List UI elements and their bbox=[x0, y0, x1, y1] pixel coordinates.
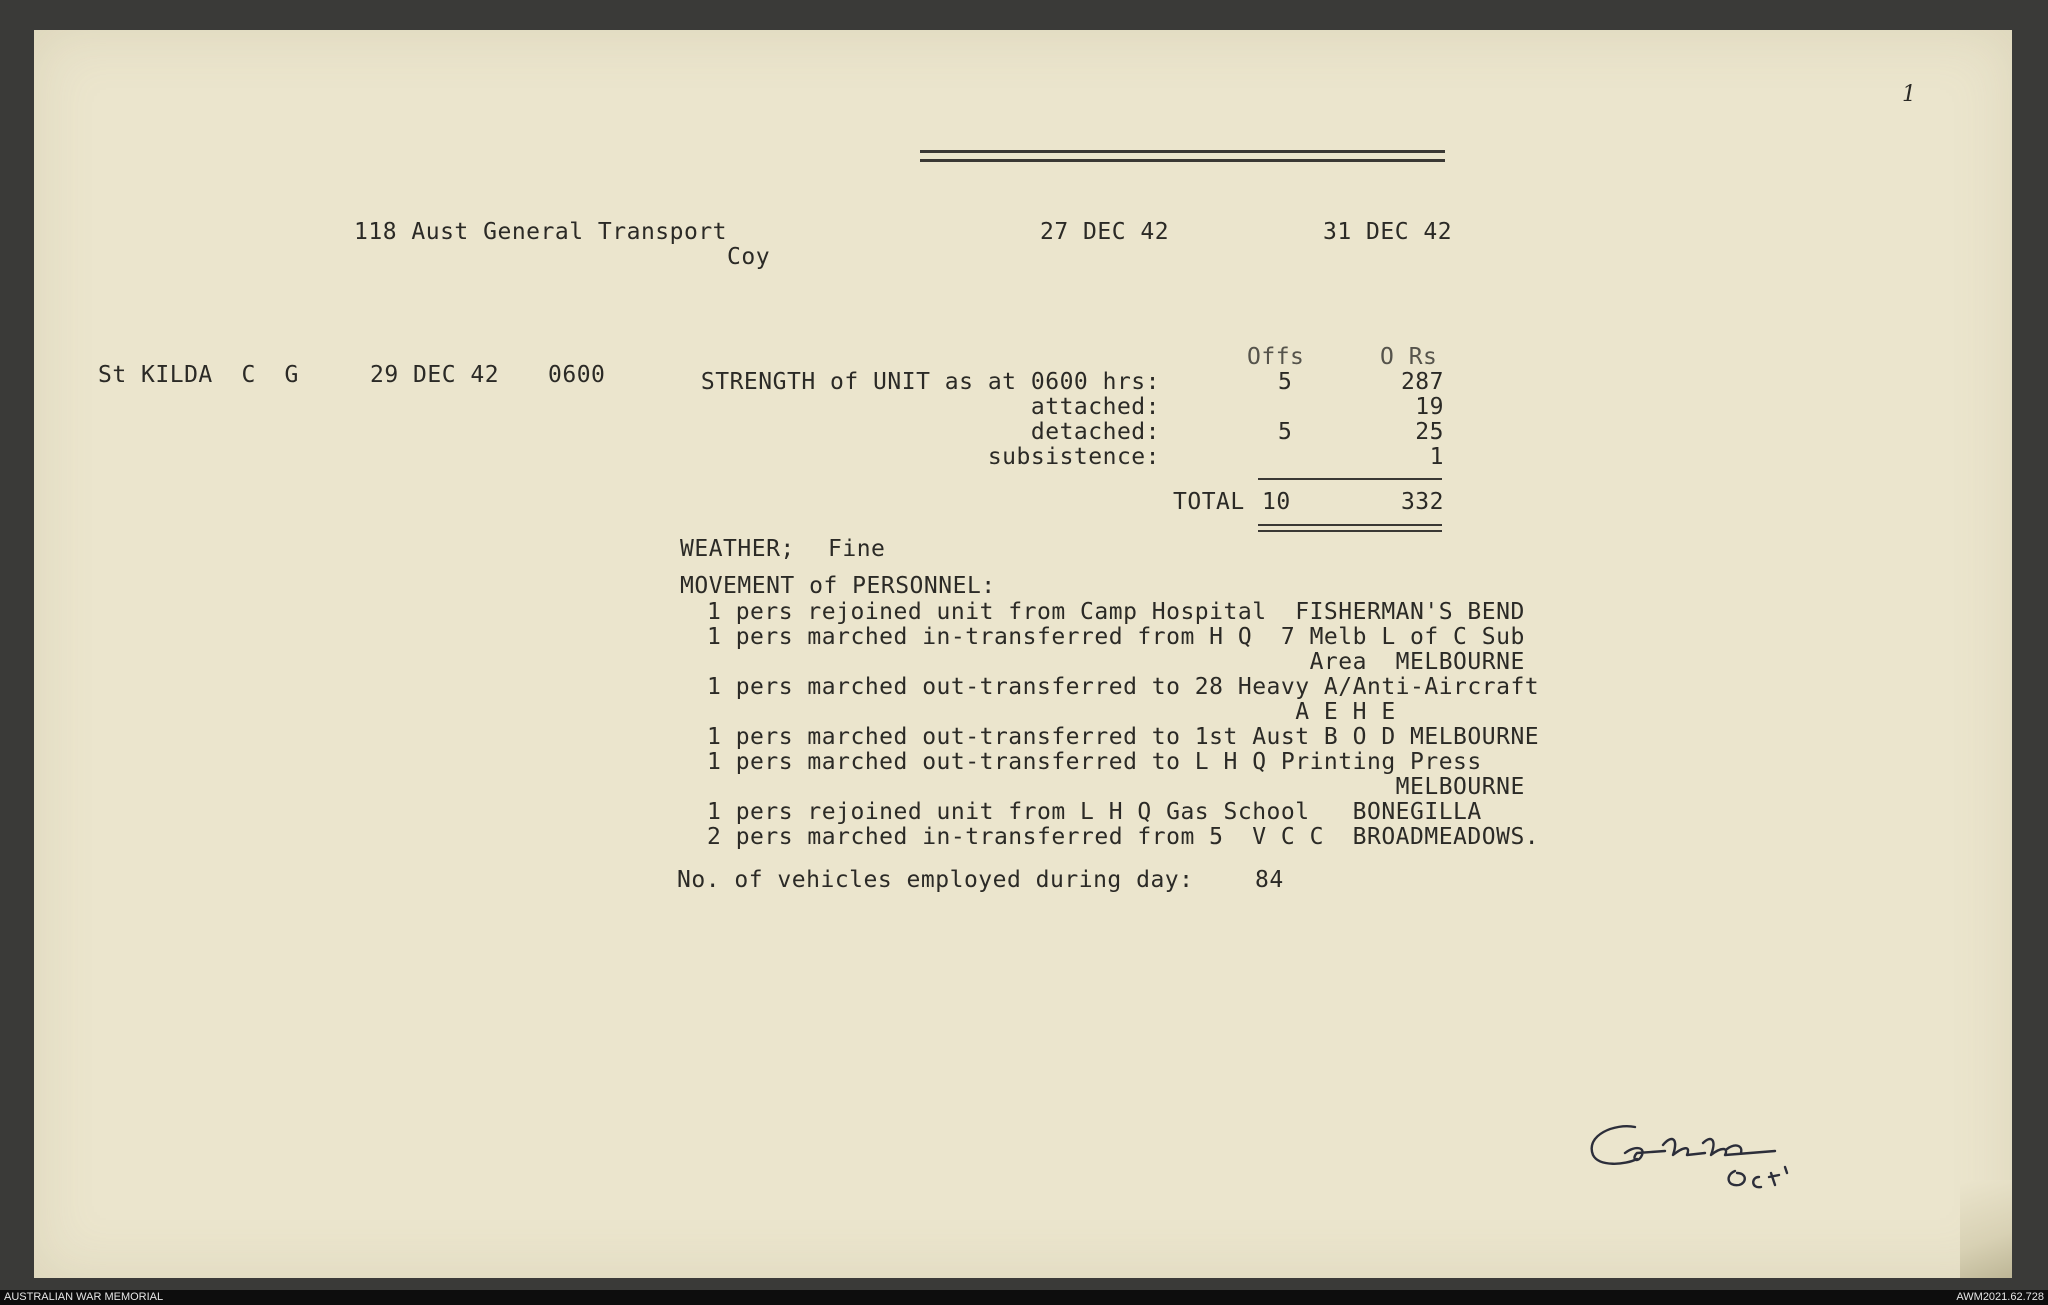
movement-line: 1 pers marched out-transferred to L H Q Printing Press bbox=[707, 749, 1482, 775]
attached-ors: 19 bbox=[1415, 394, 1444, 420]
strength-offs: 5 bbox=[1278, 369, 1293, 395]
movement-line: 1 pers rejoined unit from Camp Hospital FISHERMAN'S BEND bbox=[707, 599, 1525, 625]
col-header-offs: Offs bbox=[1247, 344, 1305, 370]
footer-reference: AWM2021.62.728 bbox=[1956, 1291, 2044, 1303]
movement-line: Area MELBOURNE bbox=[707, 649, 1525, 675]
subsistence-ors: 1 bbox=[1429, 444, 1444, 470]
date-from: 27 DEC 42 bbox=[1040, 219, 1170, 245]
entry-time: 0600 bbox=[548, 362, 606, 388]
weather-label: WEATHER; bbox=[680, 536, 795, 562]
vehicles-value: 84 bbox=[1255, 867, 1284, 893]
unit-name-cont: Coy bbox=[727, 244, 771, 270]
entry-place: St KILDA C G bbox=[98, 362, 299, 388]
page-curl bbox=[1960, 1180, 2012, 1278]
movement-line: 1 pers marched out-transferred to 28 Heavy A/Anti-Aircraft bbox=[707, 674, 1540, 700]
entry-date: 29 DEC 42 bbox=[370, 362, 500, 388]
movement-line: 1 pers rejoined unit from L H Q Gas School BONEGILLA bbox=[707, 799, 1482, 825]
archive-footer bbox=[0, 1290, 2048, 1305]
header-rule-top bbox=[920, 150, 1445, 153]
attached-label: attached: bbox=[1030, 394, 1160, 420]
header-rule-bottom bbox=[920, 159, 1445, 162]
movement-line: 1 pers marched in-transferred from H Q 7 Melb L of C Sub bbox=[707, 624, 1525, 650]
unit-name: 118 Aust General Transport bbox=[354, 219, 728, 245]
subsistence-label: subsistence: bbox=[987, 444, 1160, 470]
strength-ors: 287 bbox=[1400, 369, 1444, 395]
movement-line: MELBOURNE bbox=[707, 774, 1525, 800]
detached-label: detached: bbox=[1030, 419, 1160, 445]
movement-line: 1 pers marched out-transferred to 1st Aust B O D MELBOURNE bbox=[707, 724, 1540, 750]
total-rule-below-1 bbox=[1258, 524, 1442, 526]
officer-signature bbox=[1575, 1115, 1875, 1225]
movement-line: A E H E bbox=[707, 699, 1396, 725]
detached-ors: 25 bbox=[1415, 419, 1444, 445]
vehicles-label: No. of vehicles employed during day: bbox=[677, 867, 1194, 893]
movement-line: 2 pers marched in-transferred from 5 V C C BROADMEADOWS. bbox=[707, 824, 1540, 850]
total-rule-below-2 bbox=[1258, 530, 1442, 532]
col-header-ors: O Rs bbox=[1380, 344, 1438, 370]
footer-institution: AUSTRALIAN WAR MEMORIAL bbox=[4, 1291, 164, 1303]
total-ors: 332 bbox=[1400, 489, 1444, 515]
date-to: 31 DEC 42 bbox=[1323, 219, 1453, 245]
weather-value: Fine bbox=[828, 536, 886, 562]
detached-offs: 5 bbox=[1278, 419, 1293, 445]
movement-heading: MOVEMENT of PERSONNEL: bbox=[680, 573, 996, 599]
total-label: TOTAL bbox=[1173, 489, 1245, 515]
page-number: 1 bbox=[1902, 82, 1917, 107]
total-rule-above bbox=[1258, 478, 1442, 480]
total-offs: 10 bbox=[1262, 489, 1291, 515]
strength-label: STRENGTH of UNIT as at 0600 hrs: bbox=[700, 369, 1160, 395]
